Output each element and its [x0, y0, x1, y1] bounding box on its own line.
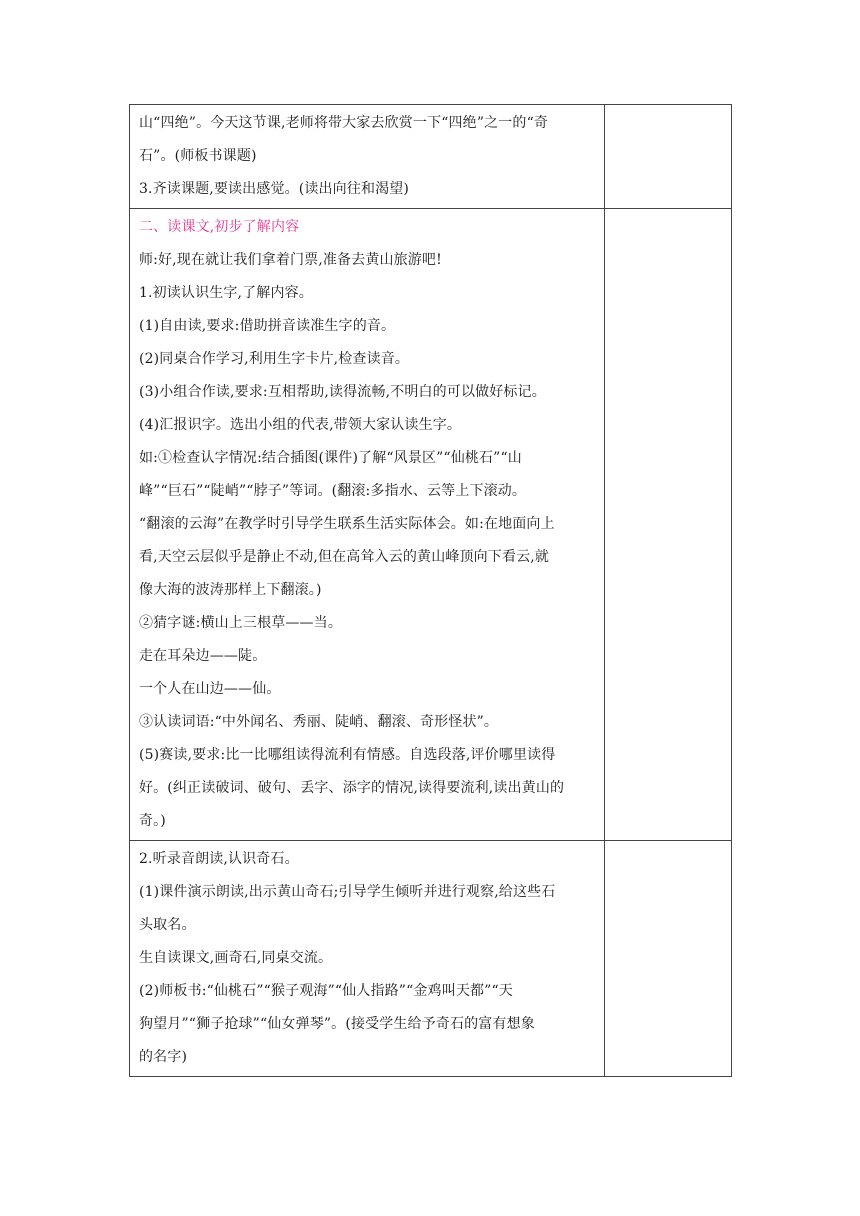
text-line: ③认读词语:“中外闻名、秀丽、陡峭、翻滚、奇形怪状”。 [139, 714, 499, 730]
notes-cell [605, 841, 732, 1077]
text-line: (3)小组合作读,要求:互相帮助,读得流畅,不明白的可以做好标记。 [139, 384, 546, 400]
notes-cell [605, 209, 732, 841]
text-line: (1)课件演示朗读,出示黄山奇石;引导学生倾听并进行观察,给这些石 [139, 884, 556, 900]
text-line: 的名字) [139, 1049, 188, 1065]
text-line: 走在耳朵边——陡。 [139, 648, 267, 664]
lesson-plan-table [129, 104, 732, 1077]
text-line: 如:①检查认字情况:结合插图(课件)了解“风景区”“仙桃石”“山 [139, 450, 522, 466]
text-line: (1)自由读,要求:借助拼音读准生字的音。 [139, 318, 396, 334]
section-heading: 二、读课文,初步了解内容 [139, 219, 300, 235]
text-line: (5)赛读,要求:比一比哪组读得流利有情感。自选段落,评价哪里读得 [139, 747, 556, 763]
text-line: 生自读课文,画奇石,同桌交流。 [139, 950, 333, 966]
text-line: 奇。) [139, 813, 166, 829]
content-cell [130, 209, 605, 841]
text-line: 看,天空云层似乎是静止不动,但在高耸入云的黄山峰顶向下看云,就 [139, 549, 549, 565]
text-line: 石”。(师板书课题) [139, 148, 257, 164]
text-line: 像大海的波涛那样上下翻滚。) [139, 582, 322, 598]
text-line: 头取名。 [139, 917, 196, 933]
text-line: 狗望月”“狮子抢球”“仙女弹琴”。(接受学生给予奇石的富有想象 [139, 1016, 535, 1032]
table-row [130, 105, 732, 209]
text-line: 1.初读认识生字,了解内容。 [139, 285, 313, 301]
text-line: 峰”“巨石”“陡峭”“脖子”等词。(翻滚:多指水、云等上下滚动。 [139, 483, 527, 499]
text-line: 山“四绝”。今天这节课,老师将带大家去欣赏一下“四绝”之一的“奇 [139, 115, 549, 131]
table-row [130, 209, 732, 841]
text-line: (4)汇报识字。选出小组的代表,带领大家认读生字。 [139, 417, 462, 433]
content-cell [130, 105, 605, 209]
text-line: “翻滚的云海”在教学时引导学生联系生活实际体会。如:在地面向上 [139, 516, 555, 532]
text-line: 好。(纠正读破词、破句、丢字、添字的情况,读得要流利,读出黄山的 [139, 780, 565, 796]
text-line: 2.听录音朗读,认识奇石。 [139, 851, 299, 867]
table-row [130, 841, 732, 1077]
notes-cell [605, 105, 732, 209]
text-line: 师:好,现在就让我们拿着门票,准备去黄山旅游吧! [139, 252, 442, 268]
text-line: 一个人在山边——仙。 [139, 681, 281, 697]
text-line: ②猜字谜:横山上三根草——当。 [139, 615, 342, 631]
text-line: (2)同桌合作学习,利用生字卡片,检查读音。 [139, 351, 410, 367]
content-cell [130, 841, 605, 1077]
text-line: (2)师板书:“仙桃石”“猴子观海”“仙人指路”“金鸡叫天都”“天 [139, 983, 513, 999]
text-line: 3.齐读课题,要读出感觉。(读出向往和渴望) [139, 181, 410, 197]
